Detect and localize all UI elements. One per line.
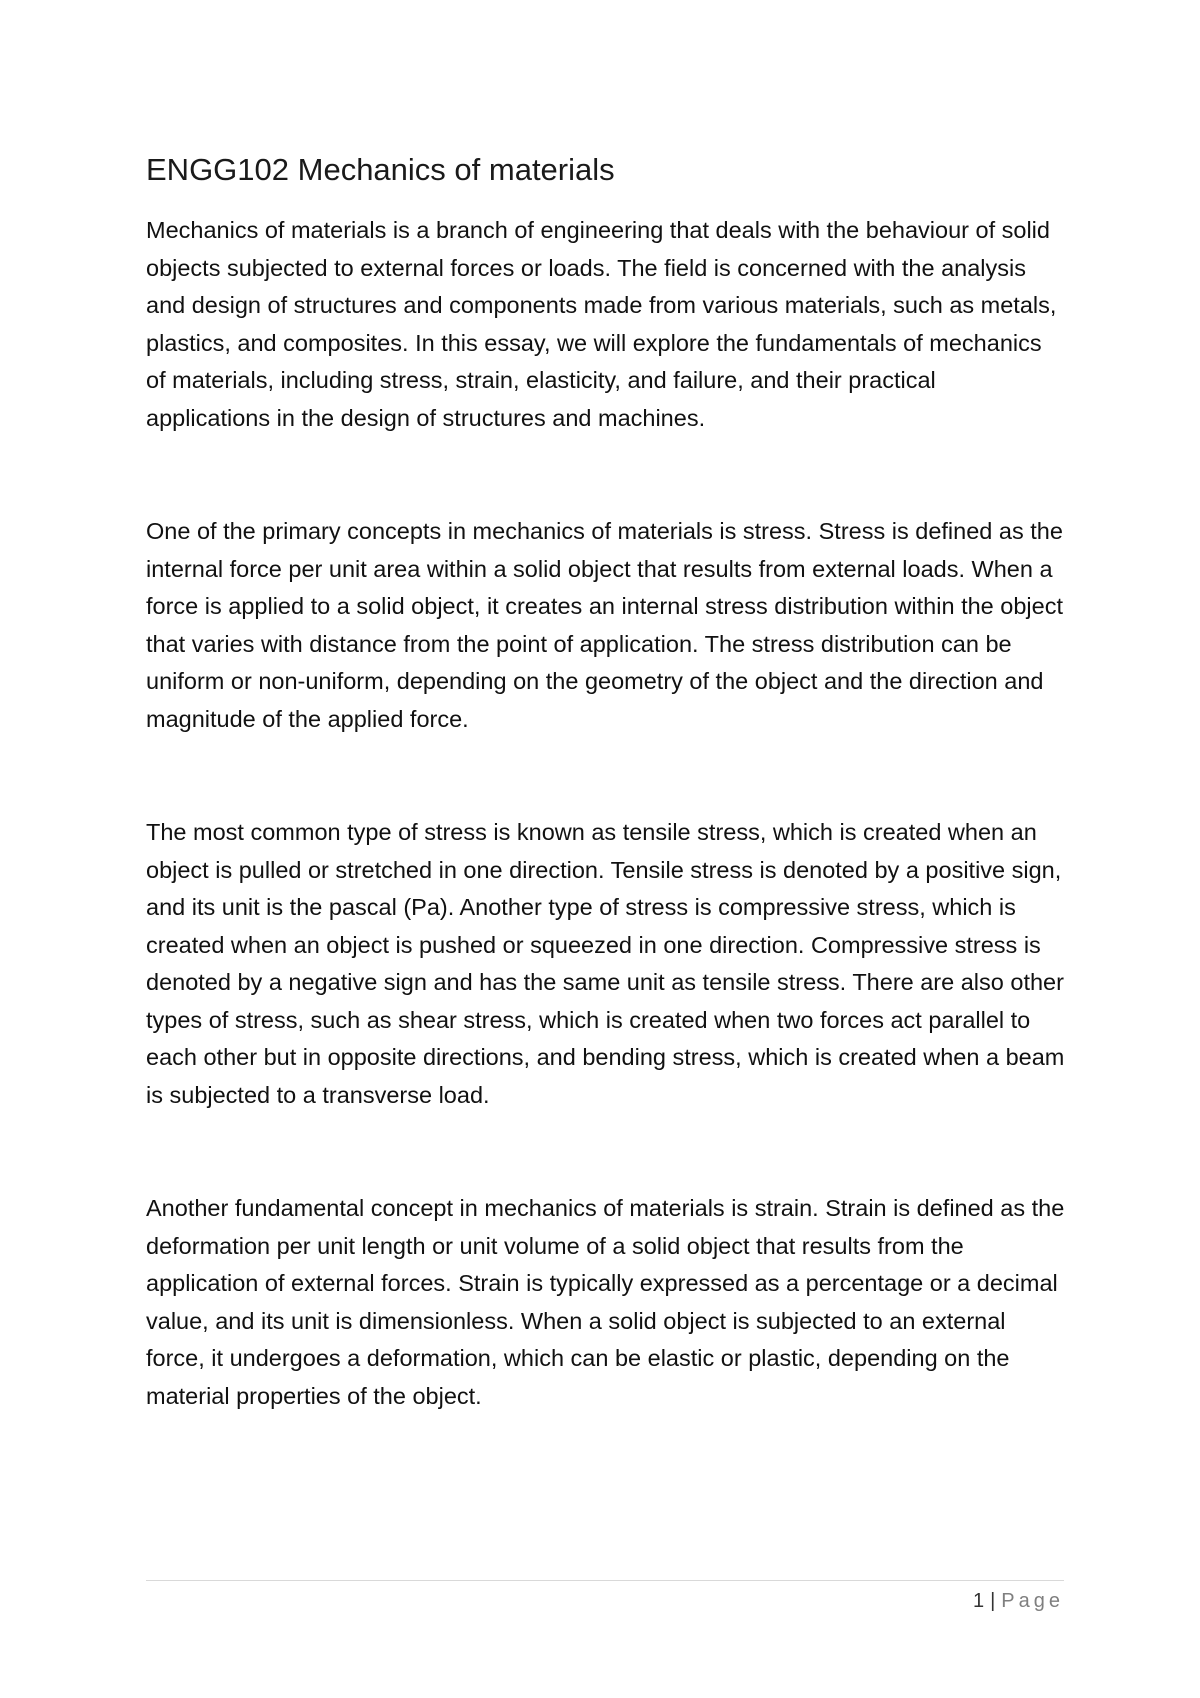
document-body: [146, 150, 1066, 1491]
page-footer: [973, 1588, 1064, 1614]
footer-separator: |: [990, 1590, 996, 1612]
paragraph-stress-types: The most common type of stress is known as tensile stress, which is created when an object is pulled or stretched in one direction. Tensile stress is denoted by a positive sign, and its unit is the pascal (Pa). Another type of stress is compressive stress, which is created when an object is pushed or squeezed in one direction. Compressive stress is denoted by a negative sign and has the same unit as tensile stress. There are also other types of stress, such as shear stress, which is created when two forces act parallel to each other but in opposite directions, and bending stress, which is created when a beam is subjected to a transverse load.: [146, 819, 1065, 1108]
paragraph-stress: One of the primary concepts in mechanics of materials is stress. Stress is defined as the internal force per unit area within a solid object that results from external loads. When a force is applied to a solid object, it creates an internal stress distribution within the object that varies with distance from the point of application. The stress distribution can be uniform or non-uniform, depending on the geometry of the object and the direction and magnitude of the applied force.: [146, 518, 1063, 732]
paragraph-strain: Another fundamental concept in mechanics of materials is strain. Strain is defined as the deformation per unit length or unit volume of a solid object that results from the application of external forces. Strain is typically expressed as a percentage or a decimal value, and its unit is dimensionless. When a solid object is subjected to an external force, it undergoes a deformation, which can be elastic or plastic, depending on the material properties of the object.: [146, 1195, 1065, 1409]
document-title: ENGG102 Mechanics of materials: [146, 152, 615, 187]
footer-divider: [146, 1580, 1064, 1581]
paragraph-intro: Mechanics of materials is a branch of engineering that deals with the behaviour of solid objects subjected to external forces or loads. The field is concerned with the analysis and design of structures and components made from various materials, such as metals, plastics, and composites. In this essay, we will explore the fundamentals of mechanics of materials, including stress, strain, elasticity, and failure, and their practical applications in the design of structures and machines.: [146, 217, 1057, 431]
page-number: 1: [972, 1590, 985, 1612]
page-label: Page: [1001, 1590, 1064, 1612]
